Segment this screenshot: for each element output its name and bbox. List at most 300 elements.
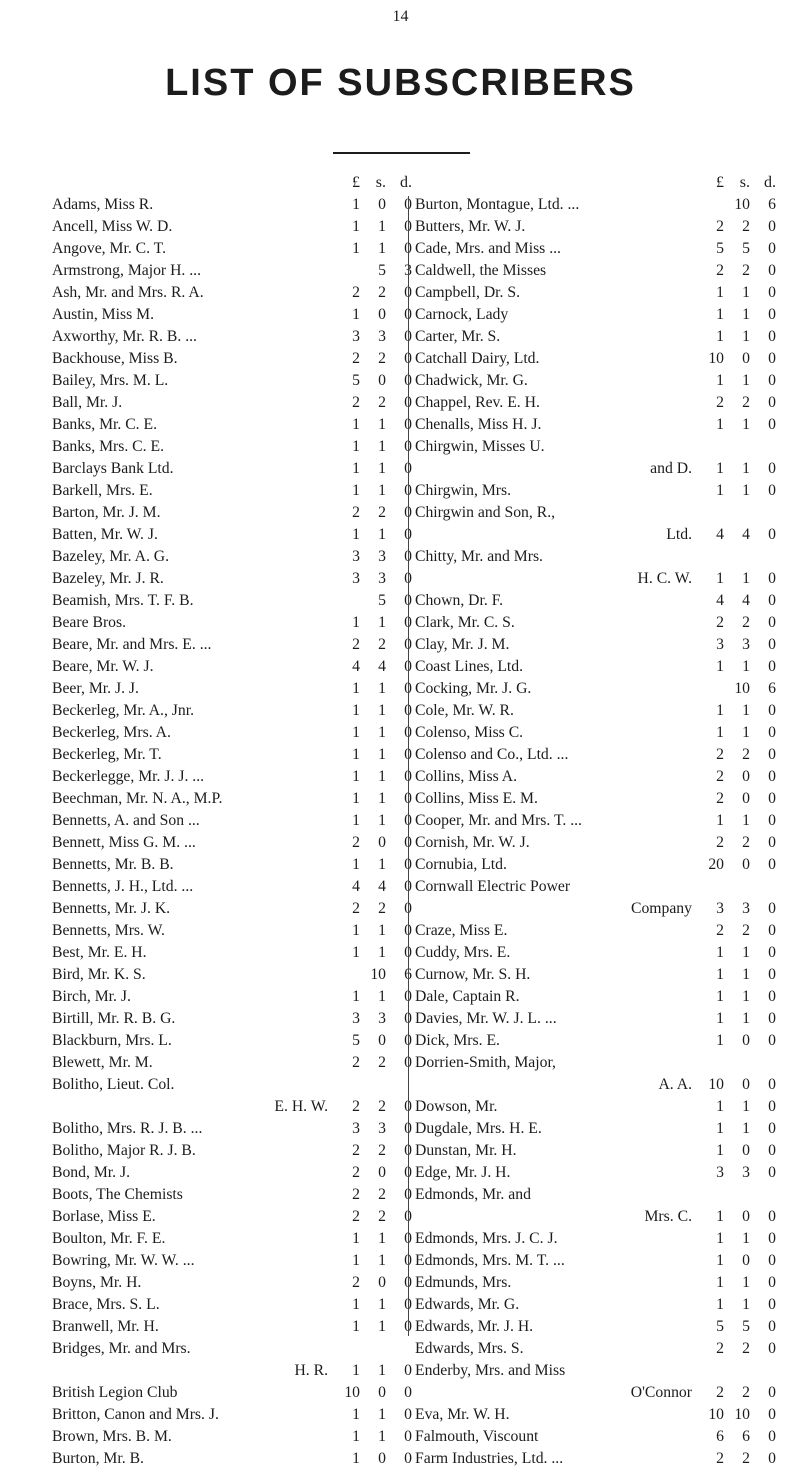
shillings-amount: 2: [742, 834, 750, 851]
pounds-amount: 2: [352, 1274, 360, 1291]
pounds-amount: 10: [708, 1076, 724, 1093]
pence-amount: 0: [768, 1010, 776, 1027]
subscriber-row: [52, 1074, 412, 1096]
subscriber-row: [52, 1118, 412, 1140]
subscriber-name: Beer, Mr. J. J.: [52, 680, 139, 697]
subscriber-name: Cooper, Mr. and Mrs. T. ...: [415, 812, 582, 829]
pounds-amount: 1: [716, 1120, 724, 1137]
subscriber-name: Carnock, Lady: [415, 306, 509, 323]
subscriber-name: Bridges, Mr. and Mrs.: [52, 1340, 191, 1357]
pounds-amount: 1: [716, 658, 724, 675]
subscriber-row: [415, 854, 776, 876]
pence-amount: 0: [404, 196, 412, 213]
subscriber-name: Chadwick, Mr. G.: [415, 372, 528, 389]
pence-amount: 0: [404, 900, 412, 917]
subscriber-row: [415, 568, 776, 590]
shillings-amount: 3: [742, 900, 750, 917]
pence-amount: 0: [404, 548, 412, 565]
shillings-amount: 1: [742, 1230, 750, 1247]
pounds-amount: 5: [352, 1032, 360, 1049]
subscriber-row: [52, 194, 412, 216]
pence-amount: 0: [768, 1142, 776, 1159]
subscriber-row: [52, 1052, 412, 1074]
pence-amount: 0: [768, 790, 776, 807]
subscriber-name: Burton, Mr. B.: [52, 1450, 144, 1467]
pence-amount: 0: [768, 394, 776, 411]
subscriber-row: [52, 458, 412, 480]
subscriber-name: Austin, Miss M.: [52, 306, 154, 323]
shillings-amount: 1: [378, 944, 386, 961]
subscriber-name: Ancell, Miss W. D.: [52, 218, 173, 235]
pounds-amount: 3: [716, 900, 724, 917]
pence-amount: 0: [768, 416, 776, 433]
pounds-amount: 2: [352, 1208, 360, 1225]
subscriber-row: [415, 678, 776, 700]
subscriber-row: [52, 1360, 412, 1382]
pounds-amount: 1: [352, 1362, 360, 1379]
pounds-amount: 2: [716, 262, 724, 279]
pence-amount: 0: [404, 636, 412, 653]
subscriber-name: Coast Lines, Ltd.: [415, 658, 524, 675]
subscriber-name: Banks, Mrs. C. E.: [52, 438, 164, 455]
pence-amount: 0: [404, 1032, 412, 1049]
subscriber-row: [52, 634, 412, 656]
subscriber-name: Barton, Mr. J. M.: [52, 504, 161, 521]
subscriber-name: Colenso and Co., Ltd. ...: [415, 746, 569, 763]
subscriber-column-right: [415, 172, 776, 1470]
pounds-amount: 1: [352, 724, 360, 741]
shillings-amount: 0: [742, 856, 750, 873]
subscriber-row: [415, 1404, 776, 1426]
pounds-amount: 2: [352, 834, 360, 851]
subscriber-name: Collins, Miss A.: [415, 768, 517, 785]
shillings-amount: 0: [742, 1142, 750, 1159]
shillings-amount: 4: [378, 878, 386, 895]
pounds-amount: 1: [716, 724, 724, 741]
pence-amount: 0: [404, 1098, 412, 1115]
pence-amount: 0: [404, 746, 412, 763]
pence-amount: 0: [768, 702, 776, 719]
column-header: [415, 172, 776, 194]
shillings-header: s.: [375, 174, 386, 191]
subscriber-row: [52, 590, 412, 612]
subscriber-name: Beckerleg, Mr. T.: [52, 746, 162, 763]
subscriber-row: [415, 304, 776, 326]
pence-amount: 0: [768, 1406, 776, 1423]
subscriber-name: Adams, Miss R.: [52, 196, 154, 213]
subscriber-name: Best, Mr. E. H.: [52, 944, 147, 961]
subscriber-row: [415, 1118, 776, 1140]
subscriber-name: Bowring, Mr. W. W. ...: [52, 1252, 195, 1269]
subscriber-name: Bird, Mr. K. S.: [52, 966, 146, 983]
subscriber-name: Eva, Mr. W. H.: [415, 1406, 510, 1423]
shillings-amount: 1: [742, 372, 750, 389]
shillings-amount: 0: [378, 1032, 386, 1049]
pounds-amount: 2: [716, 1384, 724, 1401]
shillings-amount: 2: [378, 350, 386, 367]
shillings-amount: 1: [378, 460, 386, 477]
subscriber-row: [52, 612, 412, 634]
pence-amount: 0: [768, 460, 776, 477]
pounds-amount: 1: [716, 1274, 724, 1291]
pounds-amount: 1: [716, 482, 724, 499]
subscriber-row: [52, 920, 412, 942]
subscriber-name: Dorrien-Smith, Major,: [415, 1054, 556, 1071]
pence-amount: 0: [404, 482, 412, 499]
pounds-amount: 1: [352, 614, 360, 631]
subscriber-name: Chirgwin and Son, R.,: [415, 504, 556, 521]
pence-amount: 0: [768, 218, 776, 235]
subscriber-name: Bolitho, Major R. J. B.: [52, 1142, 196, 1159]
subscriber-name: Brown, Mrs. B. M.: [52, 1428, 172, 1445]
pounds-amount: 1: [352, 460, 360, 477]
subscriber-row: [415, 1448, 776, 1470]
shillings-amount: 0: [378, 196, 386, 213]
subscriber-row: [52, 1316, 412, 1338]
pence-amount: 0: [404, 1164, 412, 1181]
subscriber-row: [415, 1272, 776, 1294]
pounds-amount: 2: [716, 614, 724, 631]
pence-amount: 0: [404, 1362, 412, 1379]
subscriber-row: [52, 986, 412, 1008]
subscriber-name: Bennetts, Mr. B. B.: [52, 856, 174, 873]
shillings-amount: 1: [378, 1230, 386, 1247]
subscriber-name: Chirgwin, Mrs.: [415, 482, 512, 499]
pence-amount: 0: [404, 218, 412, 235]
subscriber-name: Bond, Mr. J.: [52, 1164, 131, 1181]
pounds-amount: 1: [716, 306, 724, 323]
pounds-amount: 1: [352, 196, 360, 213]
pence-amount: 0: [768, 1318, 776, 1335]
subscriber-row: [415, 326, 776, 348]
subscriber-row: [415, 964, 776, 986]
subscriber-name: Birch, Mr. J.: [52, 988, 131, 1005]
shillings-amount: 2: [742, 1340, 750, 1357]
shillings-amount: 3: [742, 636, 750, 653]
shillings-amount: 0: [742, 350, 750, 367]
page-title: LIST OF SUBSCRIBERS: [165, 62, 636, 104]
subscriber-row: [415, 898, 776, 920]
shillings-amount: 1: [378, 922, 386, 939]
pounds-amount: 1: [352, 790, 360, 807]
shillings-amount: 1: [378, 1362, 386, 1379]
shillings-amount: 1: [378, 746, 386, 763]
shillings-amount: 1: [378, 240, 386, 257]
pounds-amount: 2: [352, 900, 360, 917]
subscriber-name: Campbell, Dr. S.: [415, 284, 521, 301]
pence-amount: 0: [404, 1186, 412, 1203]
subscriber-row: [415, 1382, 776, 1404]
subscriber-name: Burton, Montague, Ltd. ...: [415, 196, 580, 213]
pounds-amount: 2: [352, 350, 360, 367]
shillings-amount: 5: [378, 262, 386, 279]
subscriber-name: Dick, Mrs. E.: [415, 1032, 500, 1049]
shillings-amount: 1: [742, 988, 750, 1005]
pounds-amount: 1: [352, 988, 360, 1005]
subscriber-row: [415, 766, 776, 788]
subscriber-row: [52, 304, 412, 326]
pounds-amount: 2: [352, 636, 360, 653]
subscriber-name: Bennetts, A. and Son ...: [52, 812, 200, 829]
pounds-amount: 2: [716, 218, 724, 235]
subscriber-row: [52, 414, 412, 436]
pence-amount: 0: [404, 1208, 412, 1225]
shillings-amount: 1: [742, 1296, 750, 1313]
subscriber-row: [415, 920, 776, 942]
pence-amount: 0: [404, 878, 412, 895]
pounds-amount: 2: [352, 1186, 360, 1203]
subscriber-row: [415, 370, 776, 392]
pounds-amount: 3: [352, 570, 360, 587]
pounds-amount: 1: [716, 328, 724, 345]
pounds-amount: 1: [716, 966, 724, 983]
subscriber-row: [52, 656, 412, 678]
subscriber-row: [52, 260, 412, 282]
pence-amount: 0: [768, 240, 776, 257]
shillings-amount: 2: [742, 1450, 750, 1467]
pounds-amount: 1: [716, 1032, 724, 1049]
subscriber-row: [415, 238, 776, 260]
subscriber-name: Curnow, Mr. S. H.: [415, 966, 531, 983]
subscriber-name: Edge, Mr. J. H.: [415, 1164, 511, 1181]
pounds-amount: 1: [716, 1230, 724, 1247]
pence-amount: 0: [404, 240, 412, 257]
shillings-amount: 10: [734, 680, 750, 697]
subscriber-row: [52, 436, 412, 458]
subscriber-row: [52, 744, 412, 766]
shillings-amount: 1: [742, 328, 750, 345]
pence-amount: 0: [404, 702, 412, 719]
pounds-amount: 1: [352, 306, 360, 323]
pence-header: d.: [400, 174, 412, 191]
subscriber-name: Edwards, Mr. J. H.: [415, 1318, 534, 1335]
pounds-amount: 1: [352, 526, 360, 543]
pounds-amount: 1: [352, 1230, 360, 1247]
shillings-amount: 0: [742, 1252, 750, 1269]
subscriber-name: Bazeley, Mr. J. R.: [52, 570, 164, 587]
subscriber-name: Collins, Miss E. M.: [415, 790, 538, 807]
shillings-amount: 1: [742, 1098, 750, 1115]
shillings-amount: 1: [378, 988, 386, 1005]
pence-amount: 0: [404, 328, 412, 345]
subscriber-name: H. R.: [294, 1362, 328, 1379]
subscriber-name: Barclays Bank Ltd.: [52, 460, 174, 477]
subscriber-row: [52, 898, 412, 920]
pounds-amount: 1: [716, 1010, 724, 1027]
subscriber-name: Farm Industries, Ltd. ...: [415, 1450, 564, 1467]
pence-amount: 0: [404, 724, 412, 741]
shillings-amount: 5: [742, 1318, 750, 1335]
shillings-amount: 0: [378, 1384, 386, 1401]
subscriber-name: Edmonds, Mr. and: [415, 1186, 531, 1203]
subscriber-name: Angove, Mr. C. T.: [52, 240, 167, 257]
subscriber-row: [415, 1426, 776, 1448]
pounds-amount: 3: [352, 548, 360, 565]
shillings-amount: 0: [742, 1076, 750, 1093]
subscriber-row: [52, 854, 412, 876]
pounds-amount: 4: [716, 592, 724, 609]
subscriber-name: Bolitho, Mrs. R. J. B. ...: [52, 1120, 203, 1137]
subscriber-name: Edmunds, Mrs.: [415, 1274, 512, 1291]
shillings-amount: 2: [378, 1186, 386, 1203]
subscriber-row: [415, 348, 776, 370]
subscriber-row: [52, 1272, 412, 1294]
subscriber-name: Brace, Mrs. S. L.: [52, 1296, 160, 1313]
pence-amount: 6: [404, 966, 412, 983]
pounds-amount: 1: [716, 1208, 724, 1225]
subscriber-name: Edmonds, Mrs. M. T. ...: [415, 1252, 565, 1269]
pounds-amount: 2: [352, 1164, 360, 1181]
pounds-amount: 2: [352, 1142, 360, 1159]
pence-amount: 0: [768, 1296, 776, 1313]
pence-amount: 0: [768, 592, 776, 609]
subscriber-name: E. H. W.: [274, 1098, 328, 1115]
pence-amount: 0: [404, 988, 412, 1005]
pence-amount: 0: [768, 922, 776, 939]
pounds-amount: 1: [716, 284, 724, 301]
shillings-amount: 4: [742, 592, 750, 609]
pounds-amount: 1: [716, 944, 724, 961]
pence-amount: 0: [768, 856, 776, 873]
pounds-amount: 2: [352, 284, 360, 301]
subscriber-row: [415, 590, 776, 612]
pence-amount: 0: [768, 658, 776, 675]
subscriber-row: [415, 810, 776, 832]
subscriber-row: [52, 1338, 412, 1360]
shillings-amount: 1: [378, 1296, 386, 1313]
pence-amount: 0: [768, 1120, 776, 1137]
subscriber-name: Colenso, Miss C.: [415, 724, 524, 741]
shillings-amount: 2: [742, 1384, 750, 1401]
shillings-amount: 0: [378, 1164, 386, 1181]
subscriber-row: [415, 1316, 776, 1338]
subscriber-name: Enderby, Mrs. and Miss: [415, 1362, 566, 1379]
subscriber-name: Ash, Mr. and Mrs. R. A.: [52, 284, 204, 301]
subscriber-name: Edmonds, Mrs. J. C. J.: [415, 1230, 558, 1247]
subscriber-row: [415, 1294, 776, 1316]
pounds-amount: 1: [716, 988, 724, 1005]
shillings-amount: 2: [742, 394, 750, 411]
shillings-amount: 2: [378, 504, 386, 521]
subscriber-row: [52, 700, 412, 722]
pounds-amount: 6: [716, 1428, 724, 1445]
shillings-amount: 0: [378, 1450, 386, 1467]
subscriber-row: [415, 1140, 776, 1162]
pence-amount: 0: [768, 526, 776, 543]
shillings-amount: 1: [378, 790, 386, 807]
pounds-amount: 1: [716, 1252, 724, 1269]
pounds-amount: 1: [352, 680, 360, 697]
pence-amount: 0: [768, 944, 776, 961]
subscriber-name: Backhouse, Miss B.: [52, 350, 178, 367]
shillings-amount: 0: [378, 372, 386, 389]
subscriber-name: Barkell, Mrs. E.: [52, 482, 153, 499]
pence-amount: 0: [404, 1142, 412, 1159]
pence-amount: 0: [768, 328, 776, 345]
subscriber-row: [52, 942, 412, 964]
column-divider: [408, 196, 409, 1336]
pounds-amount: 1: [352, 1296, 360, 1313]
pounds-amount: 1: [716, 1142, 724, 1159]
shillings-amount: 1: [378, 768, 386, 785]
subscriber-list: [52, 194, 412, 1470]
subscriber-row: [415, 1228, 776, 1250]
pence-amount: 0: [404, 768, 412, 785]
subscriber-row: [52, 1294, 412, 1316]
subscriber-name: Cocking, Mr. J. G.: [415, 680, 532, 697]
subscriber-row: [415, 260, 776, 282]
pence-amount: 0: [768, 988, 776, 1005]
subscriber-name: Company: [630, 900, 692, 917]
shillings-amount: 1: [378, 1406, 386, 1423]
pounds-amount: 4: [716, 526, 724, 543]
shillings-amount: 1: [378, 1252, 386, 1269]
subscriber-name: A. A.: [658, 1076, 692, 1093]
pence-amount: 0: [404, 1450, 412, 1467]
pence-amount: 0: [404, 922, 412, 939]
shillings-amount: 0: [378, 834, 386, 851]
pence-amount: 0: [768, 900, 776, 917]
subscriber-row: [52, 1206, 412, 1228]
shillings-amount: 1: [378, 614, 386, 631]
pounds-amount: 4: [352, 658, 360, 675]
pence-amount: 0: [404, 1230, 412, 1247]
subscriber-name: Carter, Mr. S.: [415, 328, 501, 345]
subscriber-name: Cole, Mr. W. R.: [415, 702, 514, 719]
subscriber-name: Beamish, Mrs. T. F. B.: [52, 592, 194, 609]
subscriber-name: Branwell, Mr. H.: [52, 1318, 159, 1335]
subscriber-name: Ltd.: [666, 526, 692, 543]
pounds-amount: 1: [352, 702, 360, 719]
shillings-amount: 2: [742, 218, 750, 235]
pence-amount: 0: [404, 790, 412, 807]
pounds-amount: 1: [352, 240, 360, 257]
subscriber-row: [415, 700, 776, 722]
subscriber-row: [415, 480, 776, 502]
subscriber-row: [52, 370, 412, 392]
pence-amount: 0: [404, 1120, 412, 1137]
pounds-amount: 2: [716, 768, 724, 785]
subscriber-row: [52, 678, 412, 700]
subscriber-name: Beare, Mr. W. J.: [52, 658, 154, 675]
pounds-amount: 1: [352, 746, 360, 763]
subscriber-row: [52, 1162, 412, 1184]
shillings-amount: 1: [742, 1010, 750, 1027]
subscriber-row: [52, 216, 412, 238]
pounds-amount: 5: [352, 372, 360, 389]
pounds-amount: 1: [716, 460, 724, 477]
subscriber-name: H. C. W.: [637, 570, 692, 587]
subscriber-row: [415, 832, 776, 854]
shillings-amount: 1: [742, 812, 750, 829]
subscriber-row: [415, 414, 776, 436]
pence-amount: 0: [404, 812, 412, 829]
subscriber-name: Falmouth, Viscount: [415, 1428, 539, 1445]
subscriber-name: Bennett, Miss G. M. ...: [52, 834, 196, 851]
subscriber-name: Chappel, Rev. E. H.: [415, 394, 540, 411]
pounds-amount: 1: [716, 570, 724, 587]
pounds-amount: 1: [352, 1428, 360, 1445]
subscriber-row: [415, 942, 776, 964]
shillings-amount: 1: [378, 1318, 386, 1335]
shillings-amount: 10: [734, 1406, 750, 1423]
shillings-amount: 1: [742, 306, 750, 323]
shillings-amount: 3: [378, 570, 386, 587]
subscriber-row: [415, 1030, 776, 1052]
pence-amount: 0: [404, 372, 412, 389]
subscriber-name: Cornish, Mr. W. J.: [415, 834, 530, 851]
shillings-amount: 2: [378, 1208, 386, 1225]
